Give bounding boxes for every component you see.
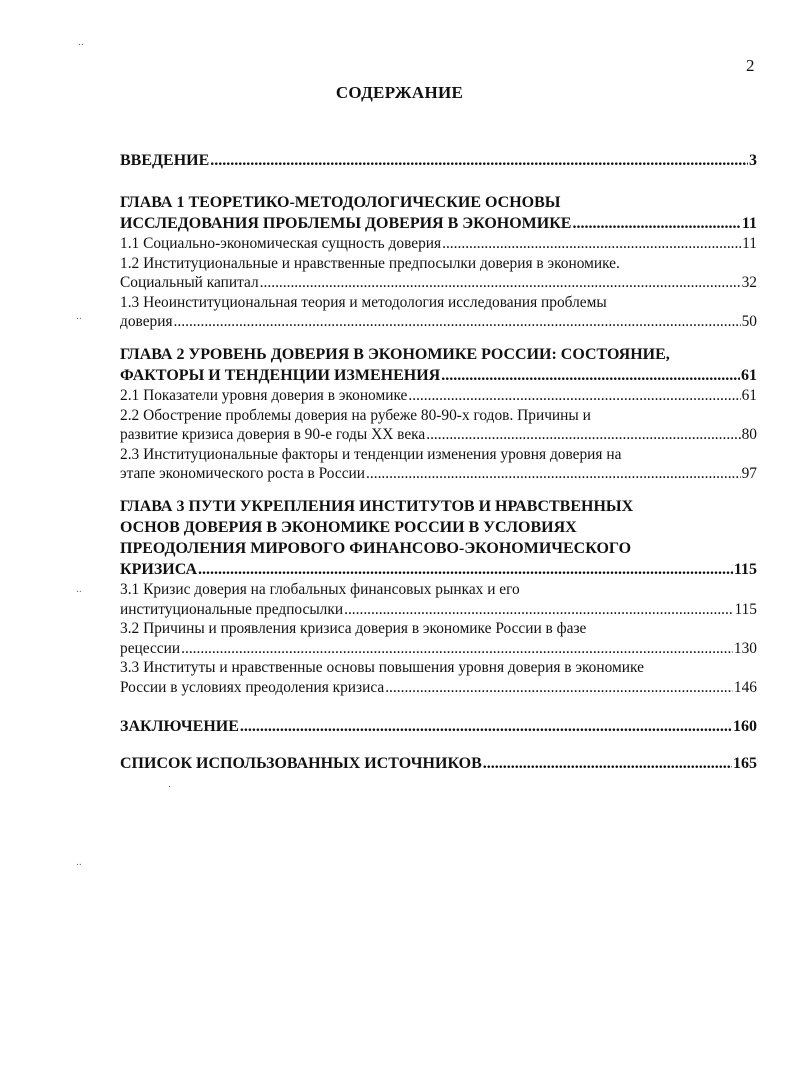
dot-leader: [198, 559, 733, 580]
table-of-contents: [120, 150, 757, 774]
dot-leader: [408, 386, 740, 406]
toc-entry-section-3-2[interactable]: [120, 619, 757, 658]
toc-page-number: 160: [733, 717, 757, 735]
toc-page-number: 32: [741, 274, 757, 292]
toc-entry-section-1-1[interactable]: [120, 234, 757, 254]
toc-page-number: 80: [741, 426, 757, 444]
dot-leader: [441, 365, 740, 386]
dot-leader: [344, 600, 733, 620]
toc-entry-line: ПРЕОДОЛЕНИЯ МИРОВОГО ФИНАНСОВО-ЭКОНОМИЧЕСКОГО: [120, 539, 632, 557]
dot-leader: [572, 213, 740, 234]
toc-entry-chapter-3[interactable]: [120, 496, 757, 580]
toc-entry-conclusion[interactable]: [120, 716, 757, 737]
toc-entry-label: ИССЛЕДОВАНИЯ ПРОБЛЕМЫ ДОВЕРИЯ В ЭКОНОМИКЕ: [120, 215, 572, 232]
dot-leader: [442, 234, 741, 254]
scan-speck: .: [168, 780, 171, 790]
toc-entry-line: ГЛАВА 1 ТЕОРЕТИКО-МЕТОДОЛОГИЧЕСКИЕ ОСНОВЫ: [120, 194, 561, 211]
page-title: СОДЕРЖАНИЕ: [335, 83, 464, 102]
dot-leader: [366, 464, 741, 484]
toc-entry-section-1-2[interactable]: [120, 254, 757, 293]
toc-entry-chapter-1[interactable]: [120, 192, 757, 234]
scan-speck: ..: [76, 858, 82, 868]
dot-leader: [181, 639, 733, 659]
toc-page-number: 3: [749, 152, 757, 169]
toc-entry-line: 3.1 Кризис доверия на глобальных финансовых рынках и его: [120, 580, 520, 598]
toc-entry-line: 1.3 Неоинституциональная теория и методология исследования проблемы: [120, 293, 607, 311]
toc-entry-introduction[interactable]: [120, 150, 757, 171]
toc-entry-label: России в условиях преодоления кризиса: [120, 678, 385, 696]
toc-entry-label: ЗАКЛЮЧЕНИЕ: [120, 717, 239, 735]
toc-entry-label: СПИСОК ИСПОЛЬЗОВАННЫХ ИСТОЧНИКОВ: [120, 754, 482, 772]
toc-entry-section-2-2[interactable]: [120, 406, 757, 445]
toc-entry-label: КРИЗИСА: [120, 560, 198, 578]
dot-leader: [240, 716, 732, 737]
toc-page-number: 130: [733, 639, 757, 657]
toc-entry-label: ВВЕДЕНИЕ: [120, 152, 210, 169]
toc-page-number: 61: [741, 386, 757, 404]
toc-entry-label: институциональные предпосылки: [120, 600, 344, 618]
page-number: 2: [746, 56, 755, 75]
toc-entry-line: 3.2 Причины и проявления кризиса доверия в экономике России в фазе: [120, 620, 587, 638]
toc-entry-line: ОСНОВ ДОВЕРИЯ В ЭКОНОМИКЕ РОССИИ В УСЛОВИЯХ: [120, 518, 577, 536]
dot-leader: [426, 425, 740, 445]
scan-speck: ..: [76, 312, 82, 322]
toc-entry-label: Социальный капитал: [120, 274, 259, 292]
toc-page-number: 165: [733, 754, 757, 772]
toc-entry-label: рецессии: [120, 639, 181, 657]
toc-page-number: 97: [741, 465, 757, 483]
toc-entry-section-2-3[interactable]: [120, 445, 757, 484]
dot-leader: [174, 312, 741, 332]
toc-entry-section-2-1[interactable]: [120, 386, 757, 406]
scan-speck: ..: [78, 38, 84, 48]
toc-entry-line: 2.3 Институциональные факторы и тенденции изменения уровня доверия на: [120, 445, 622, 463]
toc-entry-sources[interactable]: [120, 753, 757, 774]
toc-page-number: 50: [741, 313, 757, 331]
toc-page-number: 11: [742, 235, 757, 252]
toc-page-number: 61: [741, 366, 757, 384]
toc-entry-line: ГЛАВА 3 ПУТИ УКРЕПЛЕНИЯ ИНСТИТУТОВ И НРАВСТВЕННЫХ: [120, 497, 634, 515]
toc-entry-chapter-2[interactable]: [120, 344, 757, 386]
toc-entry-line: ГЛАВА 2 УРОВЕНЬ ДОВЕРИЯ В ЭКОНОМИКЕ РОССИИ: СОСТОЯНИЕ,: [120, 345, 670, 363]
toc-entry-label: доверия: [120, 313, 173, 331]
dot-leader: [210, 150, 748, 171]
toc-entry-label: 1.1 Социально-экономическая сущность доверия: [120, 235, 442, 252]
dot-leader: [260, 273, 741, 293]
toc-entry-section-3-1[interactable]: [120, 580, 757, 619]
toc-page-number: 115: [734, 600, 757, 618]
toc-entry-label: 2.1 Показатели уровня доверия в экономике: [120, 386, 408, 404]
dot-leader: [385, 678, 733, 698]
toc-page-number: 146: [733, 678, 757, 696]
toc-page-number: 115: [733, 560, 757, 578]
toc-entry-line: 3.3 Институты и нравственные основы повышения уровня доверия в экономике: [120, 659, 644, 677]
toc-entry-label: ФАКТОРЫ И ТЕНДЕНЦИИ ИЗМЕНЕНИЯ: [120, 366, 441, 384]
toc-entry-label: развитие кризиса доверия в 90-е годы XX века: [120, 426, 426, 444]
toc-entry-label: этапе экономического роста в России: [120, 465, 366, 483]
scan-speck: ..: [76, 585, 82, 595]
dot-leader: [483, 753, 732, 774]
toc-entry-line: 1.2 Институциональные и нравственные предпосылки доверия в экономике.: [120, 254, 620, 272]
toc-page-number: 11: [741, 215, 757, 232]
toc-entry-line: 2.2 Обострение проблемы доверия на рубеже 80-90-х годов. Причины и: [120, 406, 591, 424]
toc-entry-section-1-3[interactable]: [120, 293, 757, 332]
toc-entry-section-3-3[interactable]: [120, 658, 757, 697]
